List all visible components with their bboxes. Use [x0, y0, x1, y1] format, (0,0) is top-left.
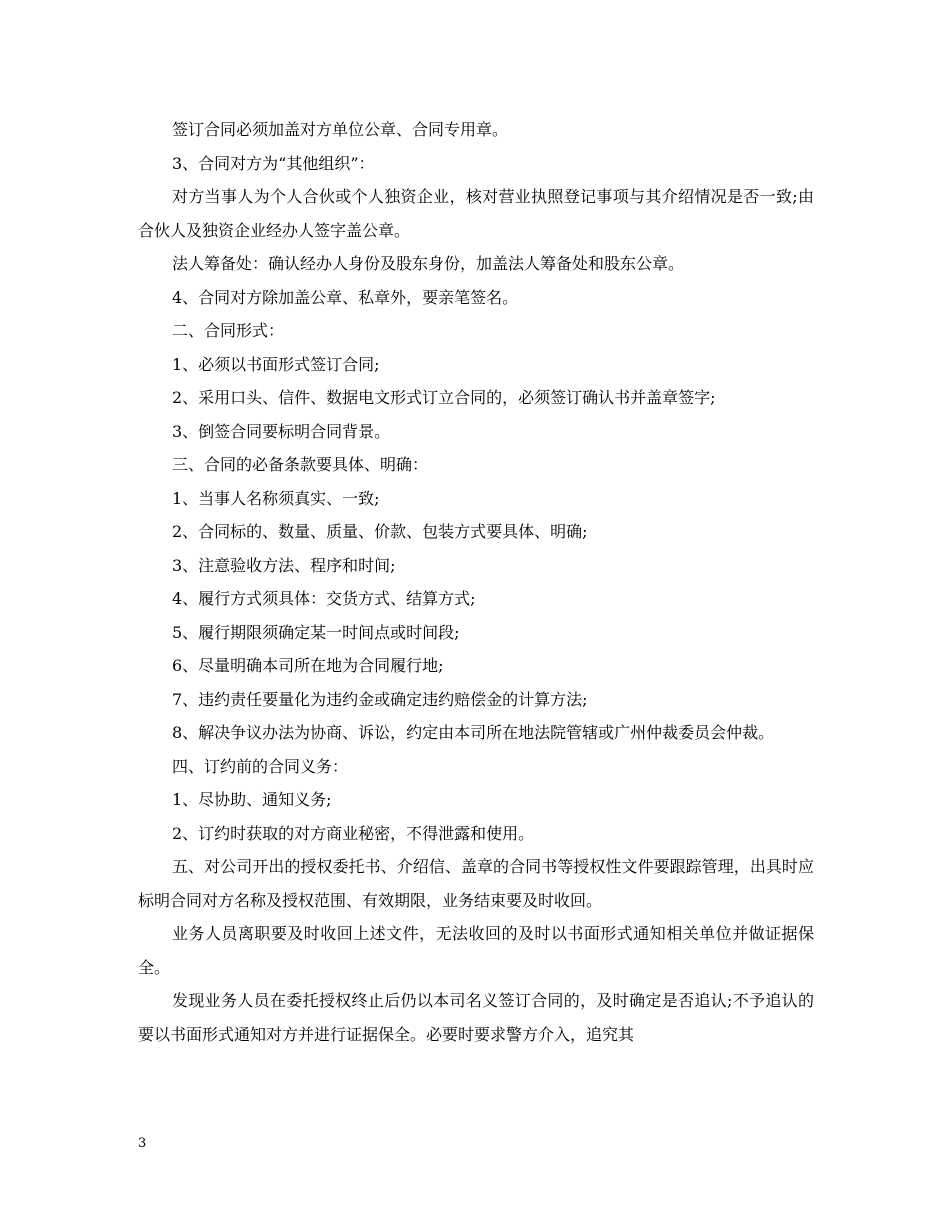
document-body — [138, 113, 814, 1051]
paragraph: 8、解决争议办法为协商、诉讼，约定由本司所在地法院管辖或广州仲裁委员会仲裁。 — [172, 723, 775, 742]
paragraph: 1、尽协助、通知义务; — [172, 790, 332, 809]
section-heading: 三、合同的必备条款要具体、明确： — [172, 455, 429, 474]
paragraph: 4、合同对方除加盖公章、私章外，要亲笔签名。 — [172, 287, 519, 307]
paragraph: 7、违约责任要量化为违约金或确定违约赔偿金的计算方法; — [172, 689, 588, 709]
paragraph: 3、注意验收方法、程序和时间; — [172, 555, 396, 575]
paragraph: 2、采用口头、信件、数据电文形式订立合同的，必须签订确认书并盖章签字; — [172, 388, 716, 407]
page-number: 3 — [138, 1136, 147, 1151]
paragraph: 4、履行方式须具体：交货方式、结算方式; — [172, 589, 476, 608]
paragraph: 1、必须以书面形式签订合同; — [172, 354, 380, 374]
paragraph: 3、合同对方为“其他组织”： — [172, 153, 375, 173]
paragraph: 2、订约时获取的对方商业秘密，不得泄露和使用。 — [172, 823, 535, 843]
paragraph: 对方当事人为个人合伙或个人独资企业，核对营业执照登记事项与其介绍情况是否一致;由合伙人及独资企业经办人签字盖公章。 — [138, 187, 814, 240]
section-heading: 四、订约前的合同义务： — [172, 756, 349, 776]
paragraph: 1、当事人名称须真实、一致; — [172, 488, 380, 508]
paragraph: 5、履行期限须确定某一时间点或时间段; — [172, 622, 460, 642]
paragraph: 6、尽量明确本司所在地为合同履行地; — [172, 656, 444, 675]
paragraph: 业务人员离职要及时收回上述文件，无法收回的及时以书面形式通知相关单位并做证据保全。 — [138, 924, 814, 977]
paragraph: 签订合同必须加盖对方单位公章、合同专用章。 — [172, 120, 509, 139]
section-heading: 二、合同形式： — [172, 321, 285, 340]
section-heading: 五、对公司开出的授权委托书、介绍信、盖章的合同书等授权性文件要跟踪管理，出具时应标明合同对方名称及授权范围、有效期限，业务结束要及时收回。 — [138, 857, 814, 910]
paragraph: 3、倒签合同要标明合同背景。 — [172, 421, 391, 441]
paragraph: 2、合同标的、数量、质量、价款、包装方式要具体、明确; — [172, 522, 588, 541]
paragraph: 法人筹备处：确认经办人身份及股东身份，加盖法人筹备处和股东公章。 — [172, 254, 685, 273]
paragraph: 发现业务人员在委托授权终止后仍以本司名义签订合同的，及时确定是否追认;不予追认的要以书面形式通知对方并进行证据保全。必要时要求警方介入，追究其 — [138, 991, 814, 1044]
